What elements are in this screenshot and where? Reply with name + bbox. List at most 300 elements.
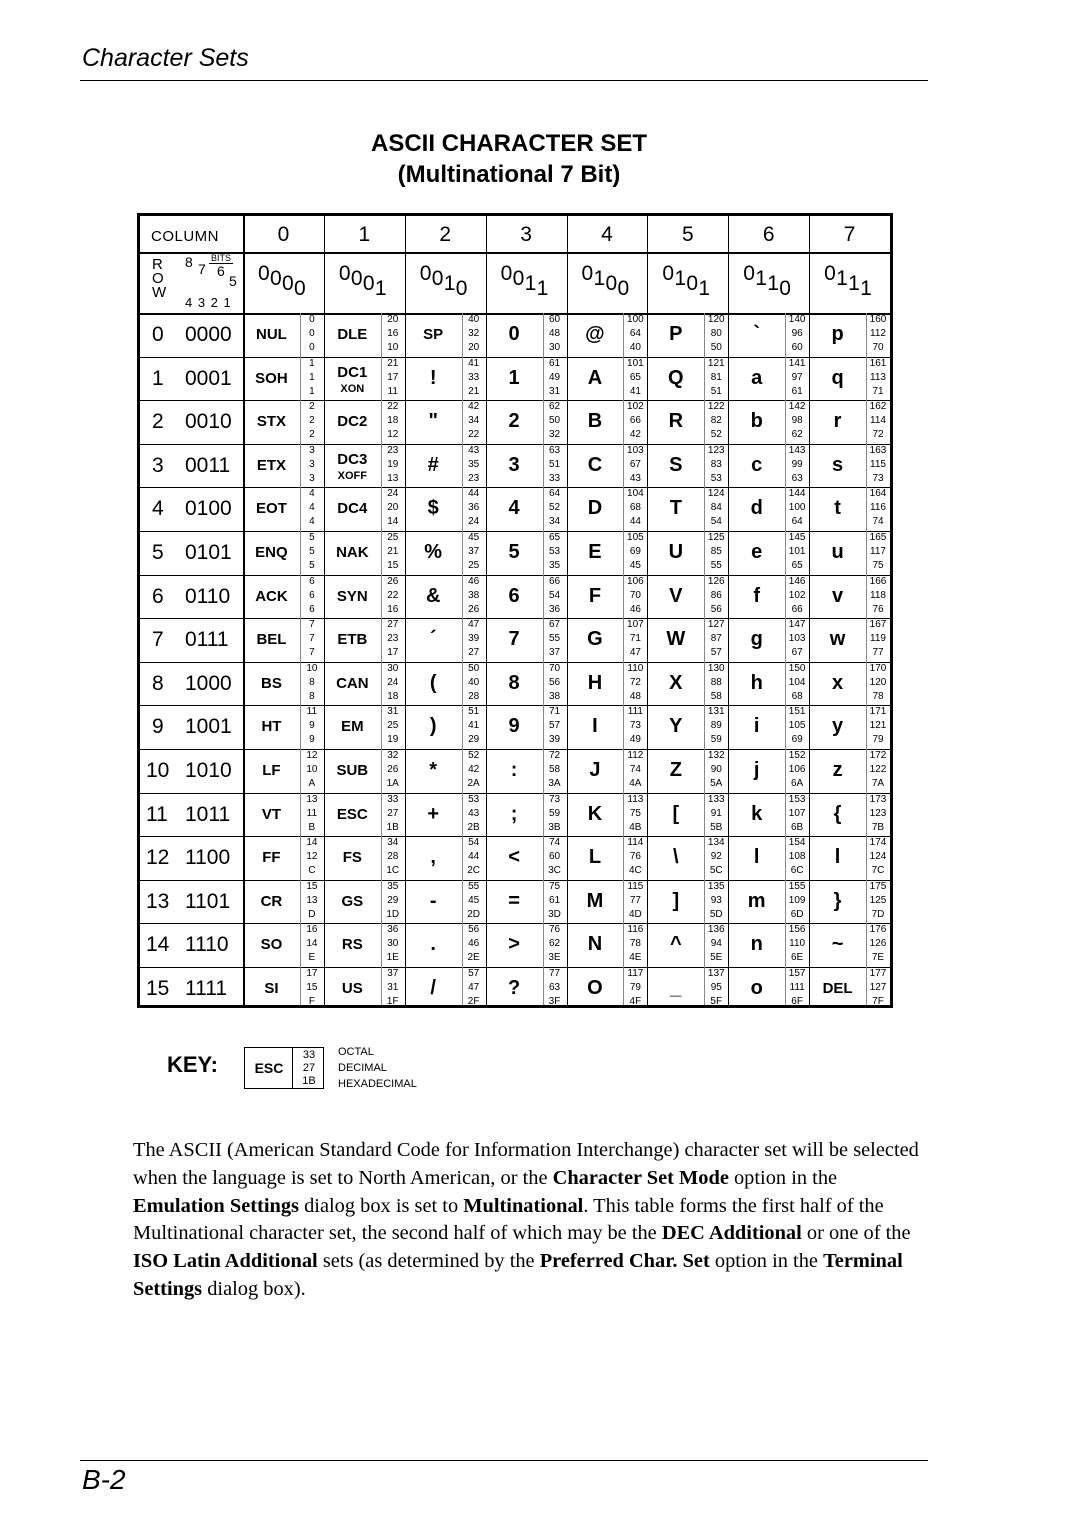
hex-code: 17 (387, 647, 399, 659)
character: v (832, 584, 844, 607)
character: * (429, 759, 438, 781)
hex-code: 2 (309, 429, 315, 441)
character: " (428, 410, 438, 433)
decimal-code: 122 (869, 764, 887, 775)
character: ESC (336, 805, 368, 823)
bit-pattern-digit: 0 (743, 262, 755, 285)
row-bits: 0010 (185, 410, 232, 434)
decimal-code: 109 (788, 894, 806, 906)
row-number: 11 (146, 802, 168, 826)
hex-code: 51 (710, 385, 722, 397)
hex-code: 4 (309, 516, 315, 528)
decimal-code: 66 (629, 415, 641, 427)
character: LF (262, 762, 281, 779)
character: ETX (256, 456, 287, 474)
decimal-code: 70 (629, 589, 641, 601)
decimal-code: 105 (788, 720, 806, 732)
row-number: 15 (146, 977, 170, 1000)
decimal-code: 67 (629, 458, 641, 470)
hex-code: 28 (468, 690, 480, 702)
row-number: 2 (152, 410, 164, 434)
hex-code: 13 (387, 472, 399, 484)
decimal-code: 10 (306, 764, 318, 775)
hex-code: 3D (548, 908, 561, 920)
character: p (831, 323, 844, 345)
character: F (588, 584, 602, 607)
character: Y (669, 715, 683, 738)
ascii-table (137, 213, 893, 1008)
bit-pattern-digit: 0 (294, 277, 306, 300)
decimal-code: 113 (870, 371, 886, 383)
decimal-code: 22 (387, 589, 399, 601)
hex-code: 35 (548, 560, 561, 571)
text-run: option in the (709, 1250, 824, 1273)
key-example-char: ESC (254, 1060, 284, 1076)
octal-code: 67 (548, 619, 561, 631)
character: DC1 (337, 363, 368, 381)
decimal-code: 118 (870, 589, 886, 601)
bit-pattern-digit: 1 (536, 277, 549, 300)
octal-code: 177 (869, 968, 887, 979)
octal-code: 44 (468, 488, 480, 500)
row-number: 0 (152, 323, 164, 346)
character: Z (669, 759, 682, 781)
decimal-code: 0 (309, 328, 315, 339)
character: I (592, 715, 598, 738)
character: c (751, 453, 763, 476)
decimal-code: 108 (788, 851, 806, 863)
hex-code: 62 (791, 429, 803, 441)
octal-code: 174 (869, 837, 887, 849)
hex-code: 4D (628, 908, 642, 920)
table-title: ASCII CHARACTER SET (370, 130, 647, 157)
key-dec: 27 (302, 1062, 316, 1074)
octal-code: 15 (306, 880, 318, 892)
row-divider (140, 487, 890, 488)
character: G (587, 628, 603, 651)
octal-code: 126 (707, 575, 725, 587)
row-number: 14 (146, 933, 170, 957)
decimal-code: 76 (629, 851, 641, 863)
character-alias: XON (340, 382, 365, 395)
octal-code: 111 (627, 706, 643, 718)
decimal-code: 90 (710, 764, 722, 775)
row-bits: 1101 (185, 889, 231, 913)
decimal-code: 83 (710, 458, 722, 470)
octal-code: 21 (387, 357, 399, 369)
decimal-code: 119 (870, 633, 886, 645)
character: r (833, 410, 842, 433)
hex-code: 57 (710, 647, 722, 659)
hex-code: 49 (629, 734, 641, 746)
octal-code: 116 (627, 924, 644, 936)
character: BS (261, 674, 282, 692)
hex-code: 2C (467, 865, 481, 877)
character: ENQ (255, 544, 288, 561)
character: O (587, 977, 603, 999)
hex-code: 21 (468, 385, 480, 397)
octal-code: 143 (788, 444, 806, 456)
row-number: 9 (152, 715, 164, 739)
decimal-code: 112 (870, 328, 886, 339)
character: S (669, 453, 683, 476)
octal-code: 60 (548, 314, 561, 325)
decimal-code: 52 (548, 502, 561, 514)
decimal-code: 17 (387, 371, 399, 383)
row-bits: 0000 (185, 323, 232, 346)
hex-code: 5C (709, 865, 723, 877)
character: 6 (508, 584, 520, 607)
row-bits: 0100 (185, 497, 232, 521)
decimal-code: 73 (629, 720, 641, 732)
hex-code: 1D (386, 908, 400, 920)
header-divider (140, 252, 890, 254)
row-bits: 0111 (185, 628, 229, 652)
octal-code: 24 (387, 488, 399, 500)
row-bits: 1000 (185, 671, 232, 695)
row-bits: 1010 (185, 759, 232, 782)
character: h (750, 671, 763, 694)
page-header: Character Sets (82, 44, 249, 72)
decimal-code: 42 (468, 764, 480, 775)
character: FF (262, 849, 281, 867)
decimal-code: 115 (870, 458, 886, 470)
hex-code: 22 (468, 429, 480, 441)
hex-code: 7F (872, 996, 884, 1007)
hex-code: 5 (309, 560, 315, 571)
decimal-code: 31 (387, 982, 399, 993)
hex-code: 5D (709, 908, 723, 920)
octal-code: 105 (627, 532, 644, 543)
decimal-code: 60 (548, 851, 561, 863)
hex-code: 50 (710, 342, 722, 353)
character: CR (260, 892, 283, 910)
decimal-code: 102 (788, 589, 806, 601)
character: N (587, 933, 603, 956)
decimal-code: 45 (468, 894, 480, 906)
key-hex: 1B (302, 1075, 316, 1087)
decimal-code: 62 (548, 938, 561, 950)
hex-code: 2A (467, 778, 480, 789)
row-divider (140, 575, 890, 576)
decimal-code: 54 (548, 589, 561, 601)
bit-pattern-digit: 0 (350, 267, 363, 290)
decimal-code: 74 (629, 764, 641, 775)
bit-pattern-digit: 0 (686, 272, 699, 295)
decimal-code: 95 (710, 982, 722, 993)
decimal-code: 8 (309, 676, 315, 688)
octal-code: 76 (548, 924, 561, 936)
hex-code: 7D (871, 908, 885, 920)
bit-pattern-digit: 1 (524, 272, 537, 295)
character: ´ (429, 628, 437, 651)
character: J (589, 759, 601, 781)
hex-code: 4C (628, 865, 642, 877)
hex-code: 5B (710, 821, 723, 833)
bold-term: Character Set Mode (552, 1166, 729, 1189)
character: SP (423, 326, 444, 343)
octal-code: 140 (788, 314, 806, 325)
octal-code: 23 (387, 444, 399, 456)
character: SYN (336, 587, 368, 605)
decimal-code: 20 (387, 502, 399, 514)
row-divider (140, 880, 890, 881)
octal-code: 71 (548, 706, 561, 718)
hex-code: 46 (629, 603, 641, 615)
decimal-code: 68 (629, 502, 641, 514)
decimal-code: 85 (710, 546, 722, 557)
row-divider (140, 531, 890, 532)
character: a (751, 366, 763, 389)
decimal-code: 25 (387, 720, 399, 732)
row-number: 12 (146, 846, 170, 870)
row-number: 10 (146, 759, 170, 782)
hex-code: 34 (548, 516, 561, 528)
decimal-code: 121 (869, 720, 887, 732)
bit-pattern-digit: 0 (270, 267, 282, 290)
bit-pattern-digit: 0 (617, 277, 630, 300)
decimal-code: 116 (870, 502, 886, 514)
character: B (587, 410, 603, 433)
octal-code: 36 (387, 924, 399, 936)
character: 1 (508, 366, 520, 389)
character: y (832, 715, 844, 738)
octal-code: 131 (707, 706, 725, 718)
character: E (588, 541, 602, 563)
decimal-code: 18 (387, 415, 399, 427)
hex-code: 20 (468, 342, 480, 353)
character: VT (261, 805, 282, 823)
octal-code: 171 (869, 706, 887, 718)
hex-code: 48 (629, 690, 641, 702)
hex-code: 6B (791, 821, 804, 833)
decimal-code: 61 (548, 894, 561, 906)
decimal-code: 117 (870, 546, 886, 557)
hex-code: 11 (387, 385, 398, 397)
decimal-code: 111 (789, 982, 805, 993)
column-number: 4 (601, 223, 613, 246)
character: = (508, 889, 520, 912)
hex-code: 29 (468, 734, 480, 746)
bit-pattern-digit: 1 (674, 267, 687, 290)
octal-code: 176 (869, 924, 887, 936)
row-divider (140, 618, 890, 619)
decimal-code: 99 (791, 458, 803, 470)
hex-code: 40 (629, 342, 641, 353)
bit-pattern-digit: 1 (767, 272, 779, 295)
octal-code: 20 (387, 314, 399, 325)
hex-code: 75 (872, 560, 884, 571)
octal-code: 125 (707, 532, 725, 543)
decimal-code: 2 (309, 415, 315, 427)
character: : (510, 759, 518, 781)
character: BEL (256, 631, 287, 649)
decimal-code: 21 (387, 546, 399, 557)
hex-code: 32 (548, 429, 561, 441)
character: DLE (337, 326, 368, 343)
character: 7 (508, 628, 520, 651)
row-number: 7 (152, 628, 164, 652)
octal-code: 6 (309, 575, 315, 587)
character: @ (585, 323, 605, 345)
character: . (430, 933, 436, 956)
octal-code: 53 (468, 793, 480, 805)
octal-code: 163 (869, 444, 887, 456)
octal-code: 120 (707, 314, 725, 325)
octal-code: 165 (869, 532, 887, 543)
bit-pattern-digit: 0 (431, 267, 444, 290)
hex-code: 4E (629, 952, 642, 964)
octal-code: 156 (788, 924, 806, 936)
octal-code: 124 (707, 488, 725, 500)
bit-pattern-digit: 1 (698, 277, 711, 300)
hex-code: 59 (710, 734, 722, 746)
octal-code: 63 (548, 444, 561, 456)
octal-code: 167 (869, 619, 887, 631)
hex-code: 37 (548, 647, 561, 659)
character: D (587, 497, 603, 520)
octal-code: 146 (788, 575, 806, 587)
row-bits: 1100 (185, 846, 231, 870)
character: l (753, 846, 760, 869)
hex-code: 3 (309, 472, 315, 484)
decimal-code: 59 (548, 807, 561, 819)
character: / (430, 977, 436, 999)
character: HT (261, 718, 282, 736)
bit-pattern-digit: 0 (258, 262, 270, 285)
text-run: option in the (728, 1166, 838, 1189)
decimal-code: 43 (468, 807, 480, 819)
decimal-code: 98 (791, 415, 803, 427)
hex-code: 71 (872, 385, 884, 397)
octal-code: 130 (707, 662, 725, 674)
bit-pattern-digit: 1 (848, 272, 860, 295)
decimal-code: 3 (309, 458, 315, 470)
octal-code: 72 (548, 750, 561, 761)
decimal-code: 93 (710, 894, 722, 906)
octal-code: 31 (387, 706, 399, 718)
hex-code: 7C (871, 865, 885, 877)
character: SO (260, 936, 283, 954)
decimal-code: 38 (468, 589, 480, 601)
decimal-code: 79 (629, 982, 641, 993)
row-divider (140, 662, 890, 663)
decimal-code: 27 (387, 807, 399, 819)
character: , (430, 846, 436, 869)
hex-code: 31 (548, 385, 561, 397)
character: SI (264, 980, 279, 997)
hex-code: 64 (791, 516, 803, 528)
row-axis-letter: O (152, 270, 164, 287)
character: 3 (508, 453, 520, 476)
character: 5 (508, 541, 520, 563)
octal-code: 152 (788, 750, 806, 761)
hex-code: 3E (548, 952, 561, 964)
row-divider (140, 705, 890, 706)
decimal-code: 34 (468, 415, 480, 427)
hex-code: 12 (387, 429, 399, 441)
hex-code: 55 (710, 560, 722, 571)
decimal-code: 106 (788, 764, 806, 775)
character: x (832, 671, 844, 694)
decimal-code: 104 (788, 676, 806, 688)
character: 2 (508, 410, 520, 433)
hex-code: 9 (309, 734, 315, 746)
octal-code: 135 (707, 880, 725, 892)
decimal-code: 125 (869, 894, 887, 906)
bold-term: Multinational (463, 1194, 584, 1217)
decimal-code: 30 (387, 938, 399, 950)
decimal-code: 13 (306, 894, 318, 906)
decimal-code: 92 (710, 851, 722, 863)
hex-code: 43 (629, 472, 641, 484)
hex-code: 47 (629, 647, 641, 659)
character: Q (668, 366, 684, 389)
key-octal-label: OCTAL (338, 1046, 374, 1058)
character: NAK (336, 544, 369, 561)
row-divider (140, 967, 890, 968)
hex-code: 36 (548, 603, 561, 615)
hex-code: 2B (467, 821, 480, 833)
character: s (832, 453, 844, 476)
octal-code: 142 (788, 401, 806, 413)
decimal-code: 51 (548, 458, 561, 470)
decimal-code: 91 (710, 807, 722, 819)
hex-code: 10 (387, 342, 399, 353)
decimal-code: 97 (791, 371, 803, 383)
key-decimal-label: DECIMAL (338, 1062, 387, 1074)
octal-code: 113 (627, 793, 644, 805)
character: GS (341, 892, 364, 910)
hex-code: 4B (629, 821, 642, 833)
character: ? (507, 977, 521, 999)
octal-code: 51 (468, 706, 480, 718)
decimal-code: 40 (468, 676, 480, 688)
octal-code: 162 (869, 401, 887, 413)
decimal-code: 47 (468, 982, 480, 993)
octal-code: 154 (788, 837, 806, 849)
text-run: The ASCII (American Standard Code for Information Interchange) character set will be selected when the language is set to North American, or the (133, 1139, 919, 1189)
key-hex-label: HEXADECIMAL (338, 1078, 417, 1090)
hex-code: 7 (309, 647, 315, 659)
character: - (429, 889, 437, 912)
hex-code: 3B (548, 821, 561, 833)
hex-code: 7B (871, 821, 885, 833)
decimal-code: 126 (869, 938, 887, 950)
decimal-code: 16 (387, 328, 399, 339)
hex-code: 58 (710, 690, 722, 702)
decimal-code: 50 (548, 415, 561, 427)
hex-code: 6A (791, 778, 804, 789)
hex-code: 53 (710, 472, 722, 484)
character: EM (341, 718, 364, 736)
decimal-code: 69 (629, 546, 641, 557)
hex-code: 4A (629, 778, 642, 789)
hex-code: 33 (548, 472, 561, 484)
octal-code: 65 (548, 532, 561, 543)
character: z (832, 759, 843, 781)
octal-code: 137 (707, 968, 725, 979)
bold-term: ISO Latin Additional (133, 1250, 318, 1273)
bit-pattern-digit: 1 (755, 267, 767, 290)
hex-code: 14 (387, 516, 399, 528)
character: US (341, 980, 363, 997)
octal-code: 10 (306, 662, 318, 674)
page-number: B-2 (82, 1464, 126, 1495)
hex-code: 16 (387, 603, 399, 615)
octal-code: 77 (548, 968, 561, 979)
decimal-code: 123 (869, 807, 887, 819)
